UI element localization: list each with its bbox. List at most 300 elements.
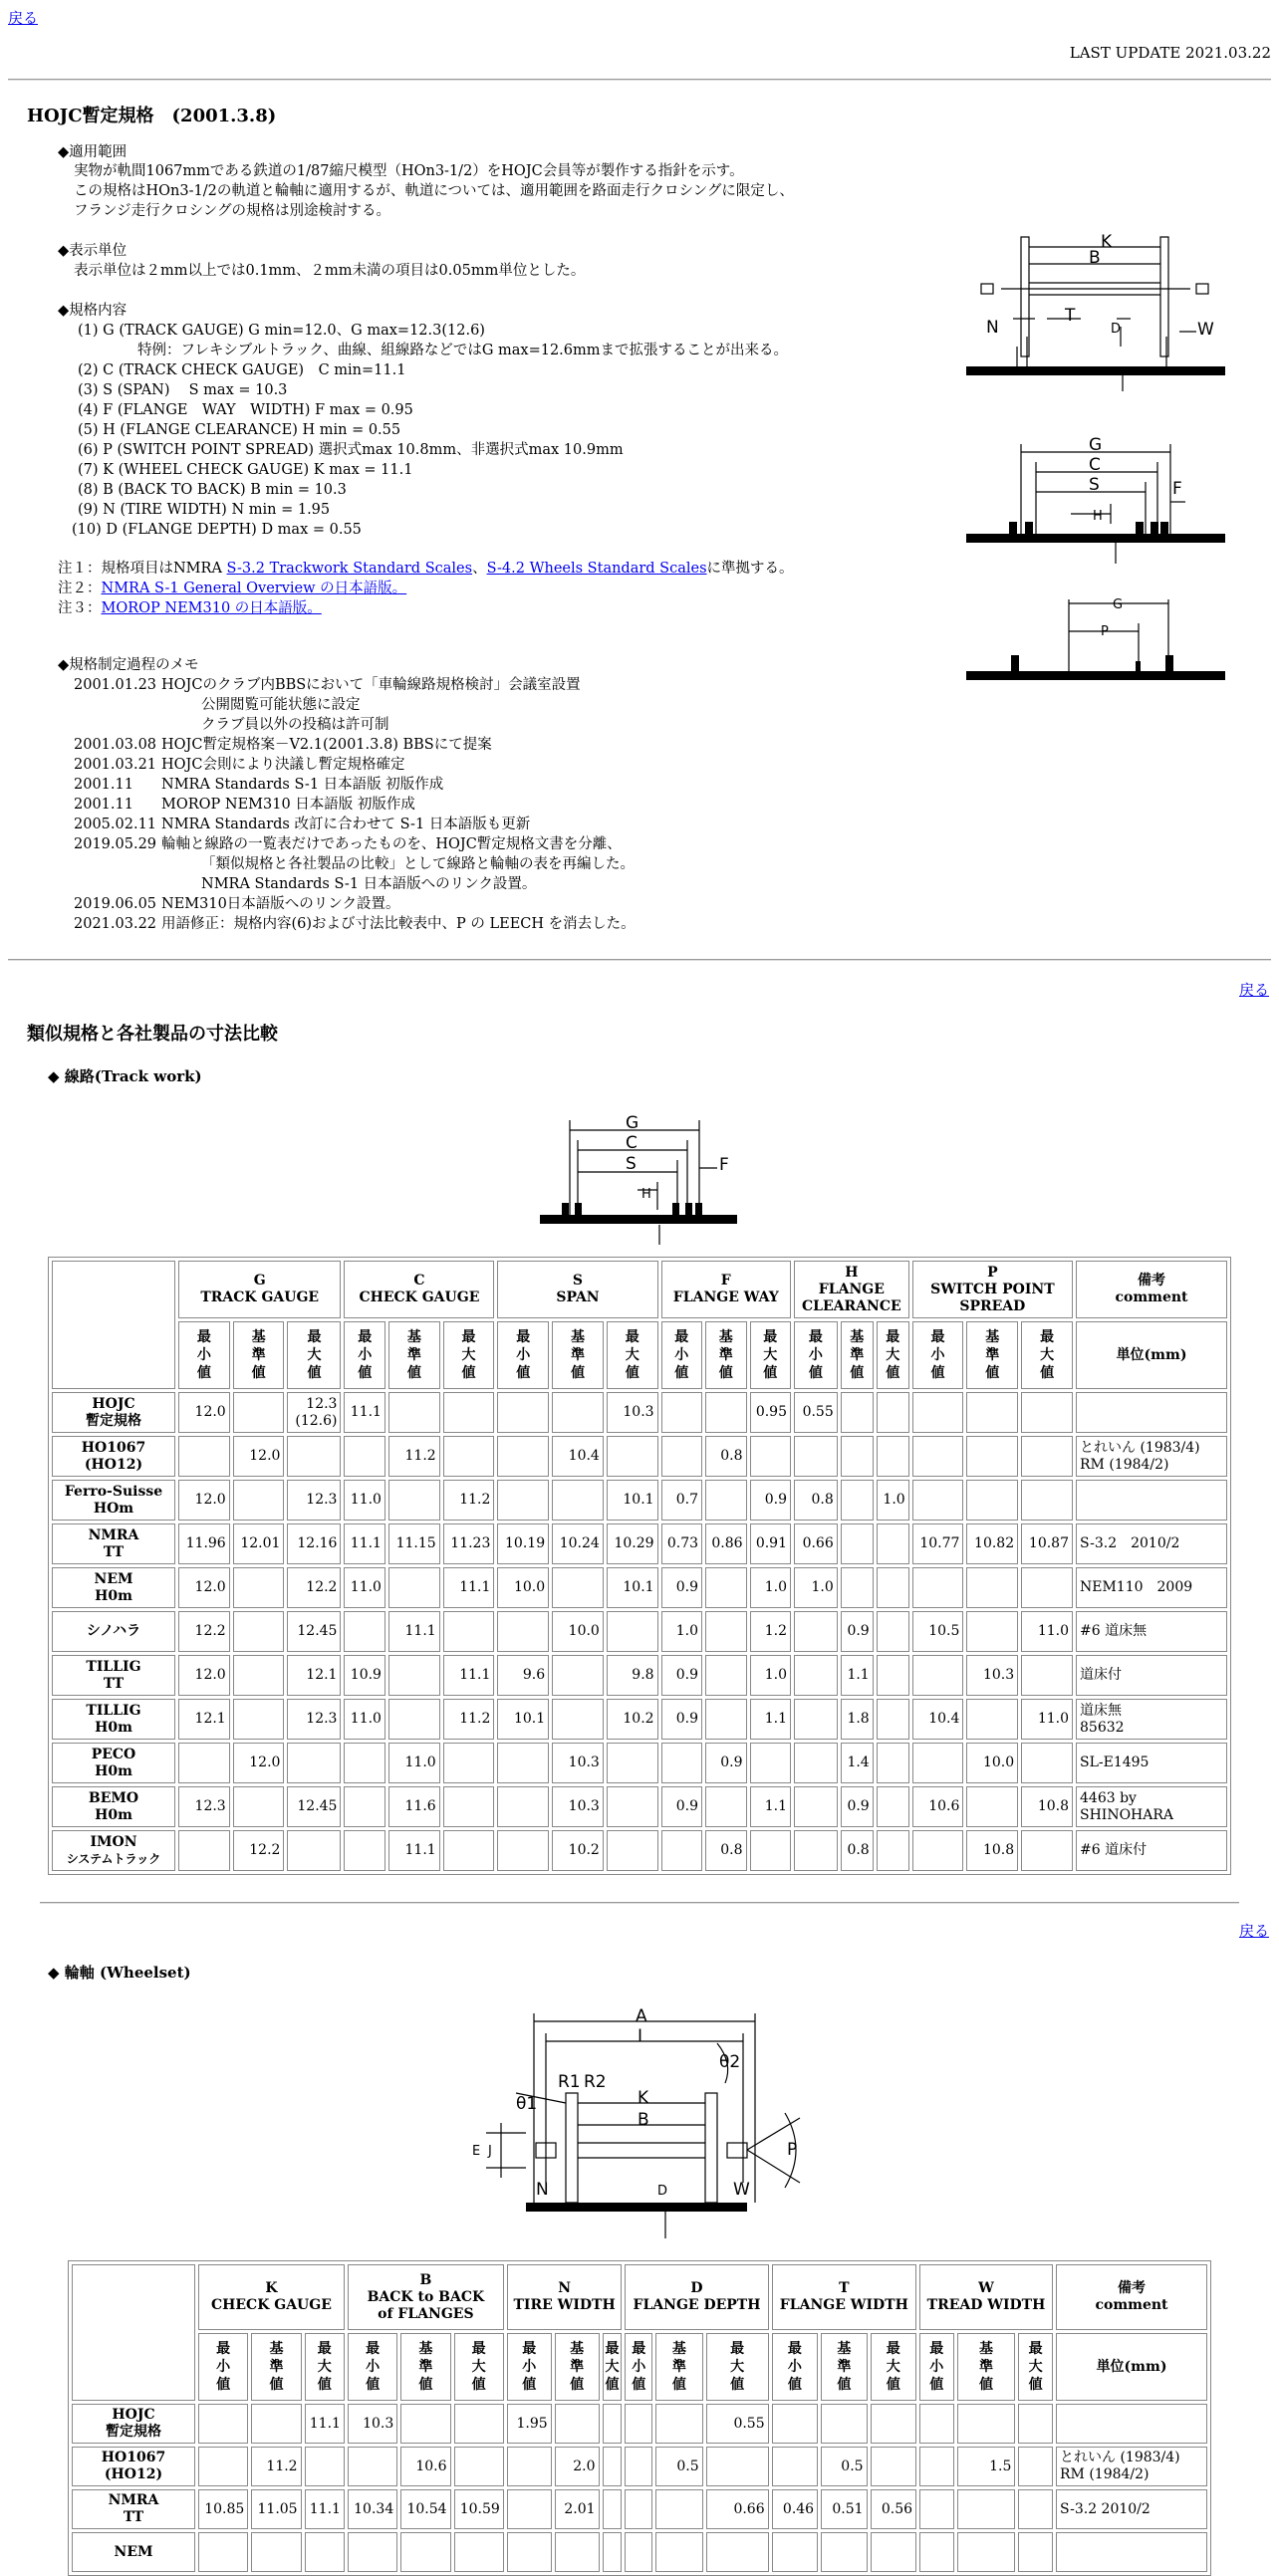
- value-cell: 0.9: [661, 1655, 702, 1696]
- row-name: HO1067 (HO12): [52, 1436, 175, 1477]
- value-cell: [705, 1392, 746, 1433]
- value-cell: 1.0: [661, 1611, 702, 1652]
- value-cell: 11.1: [305, 2489, 345, 2529]
- dim-label: E: [472, 2144, 481, 2159]
- value-cell: [344, 1830, 384, 1871]
- subheader-std: 基 準 値: [251, 2333, 301, 2401]
- history-date: 2001.01.23: [74, 677, 157, 693]
- value-cell: [1018, 2489, 1053, 2529]
- value-cell: [552, 1392, 604, 1433]
- dim-label: P: [787, 2140, 798, 2160]
- value-cell: [233, 1567, 285, 1608]
- value-cell: 11.1: [443, 1655, 495, 1696]
- history-text: クラブ員以外の投稿は許可制: [201, 717, 389, 733]
- value-cell: [661, 1436, 702, 1477]
- subheader-std: 基 準 値: [821, 2333, 867, 2401]
- value-cell: 10.0: [497, 1567, 549, 1608]
- table-row: [52, 1830, 1227, 1871]
- back-link[interactable]: 戻る: [1239, 981, 1270, 999]
- value-cell: [705, 1480, 746, 1521]
- subheader-min: 最 小 値: [661, 1321, 702, 1389]
- value-cell: 12.2: [233, 1830, 285, 1871]
- table-row: [52, 1699, 1227, 1740]
- nmra-s1-link[interactable]: NMRA S-1 General Overview の日本語版。: [101, 581, 407, 596]
- history-text: NEM310日本語版へのリンク設置。: [161, 896, 400, 912]
- back-link[interactable]: 戻る: [1239, 1922, 1270, 1940]
- comment-cell: [1056, 2532, 1207, 2572]
- value-cell: [772, 2404, 818, 2444]
- value-cell: [443, 1611, 495, 1652]
- value-cell: 10.19: [497, 1523, 549, 1564]
- dim-label: θ2: [719, 2052, 741, 2072]
- row-name: PECO H0m: [52, 1743, 175, 1783]
- value-cell: [198, 2532, 248, 2572]
- value-cell: [497, 1830, 549, 1871]
- value-cell: [344, 1743, 384, 1783]
- dim-label: B: [1089, 248, 1101, 268]
- comment-cell: 道床付: [1076, 1655, 1227, 1696]
- value-cell: 12.3 (12.6): [287, 1392, 341, 1433]
- subheader-min: 最 小 値: [497, 1321, 549, 1389]
- value-cell: [233, 1392, 285, 1433]
- value-cell: [919, 2447, 954, 2486]
- dim-label: N: [986, 318, 999, 338]
- rail-base: [966, 366, 1225, 375]
- value-cell: [957, 2532, 1016, 2572]
- subheader-max: 最 大 値: [287, 1321, 341, 1389]
- value-cell: [794, 1786, 838, 1827]
- track-table: [48, 1257, 1231, 1875]
- value-cell: [919, 2532, 954, 2572]
- value-cell: 1.1: [750, 1699, 791, 1740]
- value-cell: [877, 1830, 909, 1871]
- value-cell: [877, 1523, 909, 1564]
- value-cell: 2.01: [555, 2489, 600, 2529]
- value-cell: [507, 2447, 552, 2486]
- value-cell: 0.9: [750, 1480, 791, 1521]
- value-cell: [497, 1392, 549, 1433]
- subheader-min: 最 小 値: [772, 2333, 818, 2401]
- row-name: BEMO H0m: [52, 1786, 175, 1827]
- value-cell: [705, 1611, 746, 1652]
- value-cell: [706, 2447, 769, 2486]
- value-cell: 11.2: [443, 1699, 495, 1740]
- history-text: 公開閲覧可能状態に設定: [201, 697, 361, 713]
- value-cell: [841, 1523, 874, 1564]
- table-header-row: [52, 1261, 1227, 1318]
- value-cell: 10.34: [348, 2489, 397, 2529]
- value-cell: 11.0: [1021, 1699, 1073, 1740]
- dim-label: B: [638, 2110, 649, 2130]
- table-row: [72, 2404, 1207, 2444]
- value-cell: [772, 2447, 818, 2486]
- units-line: 表示単位は２mm以上では0.1mm、２mm未満の項目は0.05mm単位とした。: [74, 263, 586, 279]
- history-text: MOROP NEM310 日本語版 初版作成: [161, 797, 415, 813]
- scope-line: フランジ走行クロシングの規格は別途検討する。: [74, 203, 390, 219]
- scope-line: この規格はHOn3-1/2の軌道と輪軸に適用するが、軌道については、適用範囲を路面走行クロシングに限定し、: [74, 183, 794, 199]
- dim-label: G: [1089, 435, 1103, 455]
- value-cell: 12.2: [178, 1611, 230, 1652]
- value-cell: 11.0: [344, 1699, 384, 1740]
- value-cell: 1.1: [841, 1655, 874, 1696]
- value-cell: [871, 2404, 916, 2444]
- value-cell: [178, 1830, 230, 1871]
- value-cell: [552, 1699, 604, 1740]
- value-cell: [497, 1786, 549, 1827]
- value-cell: [750, 1436, 791, 1477]
- dim-label: R2: [584, 2072, 607, 2092]
- subheader-min: 最 小 値: [344, 1321, 384, 1389]
- value-cell: 0.56: [871, 2489, 916, 2529]
- value-cell: [772, 2532, 818, 2572]
- value-cell: 10.3: [966, 1655, 1018, 1696]
- table-row: [52, 1786, 1227, 1827]
- value-cell: [507, 2532, 552, 2572]
- value-cell: 12.01: [233, 1523, 285, 1564]
- value-cell: [443, 1743, 495, 1783]
- value-cell: [625, 2447, 652, 2486]
- value-cell: [497, 1480, 549, 1521]
- value-cell: 12.0: [178, 1480, 230, 1521]
- note-1: 注１：規格項目はNMRA S-3.2 Trackwork Standard Scales、S-4.2 Wheels Standard Scalesに準拠する。: [58, 561, 794, 577]
- value-cell: [443, 1786, 495, 1827]
- value-cell: 1.1: [750, 1786, 791, 1827]
- value-cell: 11.96: [178, 1523, 230, 1564]
- dim-label: F: [1172, 479, 1182, 499]
- point-diagram-small: [961, 593, 1225, 688]
- dim-label: R1: [558, 2072, 581, 2092]
- subheader-std: 基 準 値: [841, 1321, 874, 1389]
- dim-label: C: [1089, 455, 1101, 475]
- spec-item: (10) D (FLANGE DEPTH) D max = 0.55: [72, 522, 362, 538]
- value-cell: [625, 2404, 652, 2444]
- history-date: 2001.11: [74, 797, 133, 813]
- subheader-max: 最 大 値: [603, 2333, 623, 2401]
- value-cell: [794, 1611, 838, 1652]
- dim-label: S: [1089, 475, 1100, 495]
- value-cell: [388, 1655, 440, 1696]
- value-cell: [603, 2404, 623, 2444]
- dim-label: A: [636, 2006, 647, 2026]
- comment-cell: [1056, 2404, 1207, 2444]
- value-cell: [603, 2489, 623, 2529]
- value-cell: 11.1: [388, 1830, 440, 1871]
- value-cell: [841, 1436, 874, 1477]
- value-cell: [661, 1392, 702, 1433]
- value-cell: 10.6: [400, 2447, 450, 2486]
- value-cell: [251, 2532, 301, 2572]
- column-group-header: D FLANGE DEPTH: [625, 2264, 768, 2330]
- value-cell: 12.1: [178, 1699, 230, 1740]
- scope-heading: ◆適用範囲: [58, 144, 128, 160]
- comment-cell: S-3.2 2010/2: [1056, 2489, 1207, 2529]
- value-cell: [912, 1436, 964, 1477]
- value-cell: 0.9: [841, 1611, 874, 1652]
- value-cell: 10.85: [198, 2489, 248, 2529]
- value-cell: 11.0: [344, 1567, 384, 1608]
- subheader-max: 最 大 値: [305, 2333, 345, 2401]
- value-cell: 10.1: [497, 1699, 549, 1740]
- value-cell: [233, 1786, 285, 1827]
- column-group-header: C CHECK GAUGE: [344, 1261, 494, 1318]
- subheader-max: 最 大 値: [706, 2333, 769, 2401]
- value-cell: [1021, 1567, 1073, 1608]
- subheader-std: 基 準 値: [966, 1321, 1018, 1389]
- value-cell: [877, 1655, 909, 1696]
- value-cell: [344, 1786, 384, 1827]
- value-cell: [966, 1436, 1018, 1477]
- dim-label: F: [719, 1155, 729, 1175]
- value-cell: [443, 1436, 495, 1477]
- value-cell: 10.59: [454, 2489, 504, 2529]
- value-cell: [705, 1567, 746, 1608]
- dim-label: W: [733, 2180, 750, 2200]
- spec-item: (7) K (WHEEL CHECK GAUGE) K max = 11.1: [78, 462, 413, 478]
- value-cell: 11.1: [344, 1523, 384, 1564]
- spec-item: (8) B (BACK TO BACK) B min = 10.3: [78, 482, 347, 498]
- content-heading: ◆規格内容: [58, 303, 128, 319]
- comment-cell: NEM110 2009: [1076, 1567, 1227, 1608]
- spec-item: 特例：フレキシブルトラック、曲線、組線路などではG max=12.6mmまで拡張することが出来る。: [137, 343, 789, 358]
- value-cell: [877, 1392, 909, 1433]
- value-cell: 11.0: [1021, 1611, 1073, 1652]
- value-cell: 10.1: [607, 1567, 658, 1608]
- comment-cell: 道床無 85632: [1076, 1699, 1227, 1740]
- spec-item: (2) C (TRACK CHECK GAUGE) C min=11.1: [78, 362, 406, 378]
- value-cell: 10.3: [607, 1392, 658, 1433]
- subheader-std: 基 準 値: [233, 1321, 285, 1389]
- spec-item: (5) H (FLANGE CLEARANCE) H min = 0.55: [78, 422, 401, 438]
- value-cell: 1.0: [877, 1480, 909, 1521]
- nmra-s32-link[interactable]: S-3.2 Trackwork Standard Scales: [226, 561, 473, 577]
- subheader-min: 最 小 値: [625, 2333, 652, 2401]
- history-date: 2001.03.21: [74, 757, 157, 773]
- value-cell: [233, 1611, 285, 1652]
- value-cell: [607, 1436, 658, 1477]
- value-cell: 10.1: [607, 1480, 658, 1521]
- value-cell: [655, 2532, 702, 2572]
- value-cell: [552, 1480, 604, 1521]
- value-cell: [957, 2489, 1016, 2529]
- value-cell: [454, 2404, 504, 2444]
- value-cell: [348, 2447, 397, 2486]
- unit-label: 単位(mm): [1076, 1321, 1227, 1389]
- value-cell: 11.2: [388, 1436, 440, 1477]
- value-cell: [400, 2532, 450, 2572]
- subheader-std: 基 準 値: [957, 2333, 1016, 2401]
- column-group-header: T FLANGE WIDTH: [772, 2264, 916, 2330]
- value-cell: [344, 1611, 384, 1652]
- column-group-header: S SPAN: [497, 1261, 657, 1318]
- dim-label: H: [641, 1187, 651, 1202]
- value-cell: [750, 1830, 791, 1871]
- dim-label: S: [626, 1154, 637, 1174]
- value-cell: [877, 1567, 909, 1608]
- history-text: HOJC会則により決議し暫定規格確定: [161, 757, 405, 773]
- nem310-link[interactable]: MOROP NEM310 の日本語版。: [101, 600, 322, 616]
- value-cell: 0.7: [661, 1480, 702, 1521]
- row-name: NMRA TT: [72, 2489, 195, 2529]
- value-cell: [443, 1392, 495, 1433]
- value-cell: 11.1: [344, 1392, 384, 1433]
- value-cell: [251, 2404, 301, 2444]
- value-cell: [454, 2447, 504, 2486]
- scope-line: 実物が軌間1067mmである鉄道の1/87縮尺模型（HOn3-1/2）をHOJC会員等が製作する指針を示す。: [74, 163, 744, 179]
- unit-label: 単位(mm): [1056, 2333, 1207, 2401]
- value-cell: 10.6: [912, 1786, 964, 1827]
- value-cell: [877, 1436, 909, 1477]
- value-cell: 11.15: [388, 1523, 440, 1564]
- dim-label: G: [1113, 597, 1124, 612]
- table-subheader-row: [72, 2333, 1207, 2401]
- value-cell: 11.1: [388, 1611, 440, 1652]
- value-cell: 12.0: [178, 1392, 230, 1433]
- subheader-std: 基 準 値: [655, 2333, 702, 2401]
- value-cell: [388, 1480, 440, 1521]
- row-name: TILLIG TT: [52, 1655, 175, 1696]
- value-cell: 10.87: [1021, 1523, 1073, 1564]
- value-cell: [388, 1567, 440, 1608]
- value-cell: 9.6: [497, 1655, 549, 1696]
- dim-label: H: [1093, 509, 1103, 524]
- value-cell: [877, 1743, 909, 1783]
- value-cell: [233, 1699, 285, 1740]
- history-text: 「類似規格と各社製品の比較」として線路と輪軸の表を再編した。: [201, 856, 635, 872]
- history-date: 2019.05.29: [74, 836, 157, 852]
- subheader-min: 最 小 値: [348, 2333, 397, 2401]
- value-cell: [750, 1743, 791, 1783]
- value-cell: [603, 2447, 623, 2486]
- value-cell: [497, 1611, 549, 1652]
- dim-label: D: [1111, 322, 1122, 337]
- value-cell: [966, 1392, 1018, 1433]
- comment-header: 備考 comment: [1056, 2264, 1207, 2330]
- value-cell: 1.0: [794, 1567, 838, 1608]
- row-name: NEM: [72, 2532, 195, 2572]
- value-cell: 1.0: [750, 1567, 791, 1608]
- value-cell: 1.8: [841, 1699, 874, 1740]
- column-group-header: F FLANGE WAY: [661, 1261, 791, 1318]
- spec-item: (3) S (SPAN) S max = 10.3: [78, 382, 288, 398]
- rail-base: [966, 534, 1225, 543]
- value-cell: 0.46: [772, 2489, 818, 2529]
- row-name: NMRA TT: [52, 1523, 175, 1564]
- comment-cell: [1076, 1480, 1227, 1521]
- value-cell: 1.0: [750, 1655, 791, 1696]
- comment-header: 備考 comment: [1076, 1261, 1227, 1318]
- value-cell: 11.2: [443, 1480, 495, 1521]
- value-cell: 12.45: [287, 1786, 341, 1827]
- value-cell: 12.0: [233, 1743, 285, 1783]
- value-cell: 10.2: [552, 1830, 604, 1871]
- value-cell: [348, 2532, 397, 2572]
- note-3: 注３：MOROP NEM310 の日本語版。: [58, 600, 322, 616]
- value-cell: 11.23: [443, 1523, 495, 1564]
- spec-item: (4) F (FLANGE WAY WIDTH) F max = 0.95: [78, 402, 413, 418]
- value-cell: 1.95: [507, 2404, 552, 2444]
- comment-cell: [1076, 1392, 1227, 1433]
- value-cell: [287, 1743, 341, 1783]
- value-cell: [912, 1392, 964, 1433]
- value-cell: [555, 2404, 600, 2444]
- value-cell: [388, 1392, 440, 1433]
- value-cell: [287, 1436, 341, 1477]
- value-cell: [287, 1830, 341, 1871]
- value-cell: [1021, 1743, 1073, 1783]
- table-row: [52, 1611, 1227, 1652]
- value-cell: [233, 1480, 285, 1521]
- history-text: NMRA Standards S-1 日本語版へのリンク設置。: [201, 876, 537, 892]
- row-name: HO1067 (HO12): [72, 2447, 195, 2486]
- row-name: TILLIG H0m: [52, 1699, 175, 1740]
- dim-label: I: [638, 2026, 643, 2046]
- value-cell: 0.9: [661, 1786, 702, 1827]
- value-cell: [607, 1611, 658, 1652]
- value-cell: [178, 1436, 230, 1477]
- value-cell: [1021, 1830, 1073, 1871]
- value-cell: 0.5: [655, 2447, 702, 2486]
- table-row: [52, 1523, 1227, 1564]
- value-cell: [603, 2532, 623, 2572]
- value-cell: 0.9: [661, 1567, 702, 1608]
- value-cell: [966, 1699, 1018, 1740]
- value-cell: [607, 1830, 658, 1871]
- note-2: 注２：NMRA S-1 General Overview の日本語版。: [58, 581, 407, 596]
- value-cell: [1018, 2447, 1053, 2486]
- value-cell: [400, 2404, 450, 2444]
- value-cell: 1.4: [841, 1743, 874, 1783]
- value-cell: 0.51: [821, 2489, 867, 2529]
- value-cell: [443, 1830, 495, 1871]
- value-cell: 12.0: [178, 1655, 230, 1696]
- value-cell: [841, 1480, 874, 1521]
- value-cell: 10.4: [552, 1436, 604, 1477]
- value-cell: 12.16: [287, 1523, 341, 1564]
- comment-cell: とれいん (1983/4) RM (1984/2): [1056, 2447, 1207, 2486]
- header-corner: [72, 2264, 195, 2401]
- compare-title: 類似規格と各社製品の寸法比較: [27, 1024, 278, 1045]
- value-cell: 2.0: [555, 2447, 600, 2486]
- wheel-heading: ◆ 輪軸 (Wheelset): [48, 1964, 191, 1982]
- value-cell: [919, 2489, 954, 2529]
- value-cell: [877, 1611, 909, 1652]
- value-cell: 10.0: [966, 1743, 1018, 1783]
- column-group-header: H FLANGE CLEARANCE: [794, 1261, 909, 1318]
- dim-label: G: [626, 1113, 640, 1133]
- value-cell: [1021, 1436, 1073, 1477]
- row-name: HOJC 暫定規格: [72, 2404, 195, 2444]
- value-cell: [966, 1567, 1018, 1608]
- value-cell: 11.1: [443, 1567, 495, 1608]
- divider: [8, 79, 1271, 81]
- value-cell: 0.73: [661, 1523, 702, 1564]
- value-cell: [877, 1786, 909, 1827]
- value-cell: [912, 1480, 964, 1521]
- dim-label: C: [626, 1133, 638, 1153]
- nmra-s42-link[interactable]: S-4.2 Wheels Standard Scales: [486, 561, 707, 577]
- back-link-top[interactable]: 戻る: [8, 9, 39, 27]
- dim-label: D: [657, 2184, 668, 2199]
- value-cell: [706, 2532, 769, 2572]
- value-cell: [871, 2532, 916, 2572]
- value-cell: 11.6: [388, 1786, 440, 1827]
- value-cell: [966, 1480, 1018, 1521]
- dim-label: K: [1101, 232, 1113, 252]
- rail-base: [966, 671, 1225, 680]
- value-cell: [705, 1786, 746, 1827]
- rail-base: [526, 2203, 747, 2212]
- subheader-min: 最 小 値: [198, 2333, 248, 2401]
